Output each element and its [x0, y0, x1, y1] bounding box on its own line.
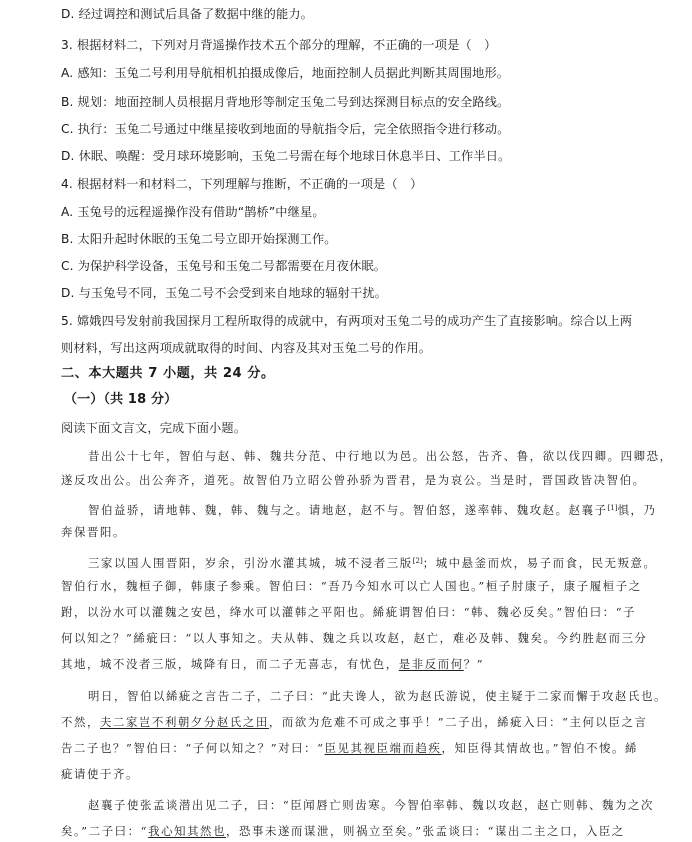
passage-p4-line-2: 不然，夫二家岂不利朝夕分赵氏之田，而欲为危难不可成之事乎！”二子出，絺疵入曰：“主何以臣之言: [61, 715, 648, 729]
footnote-marker-1: [1]: [607, 504, 618, 512]
passage-p2-line-1: 智伯益骄，请地韩、魏，韩、魏与之。请地赵，赵不与。智伯怒，遂率韩、魏攻赵。赵襄子[1]惧，乃: [88, 503, 657, 517]
subsection-title: （一）（共 18 分）: [64, 392, 178, 407]
question-5-line-2: 则材料，写出这两项成就取得的时间、内容及其对玉兔二号的作用。: [61, 341, 432, 355]
passage-p3-line-5: 其地，城不没者三版，城降有日，而二子无喜志，有忧色，是非反而何？”: [61, 657, 485, 671]
q3-option-d: D. 休眠、唤醒：受月球环境影响，玉兔二号需在每个地球日休息半日、工作半日。: [61, 149, 511, 163]
q3-option-a: A. 感知：玉兔二号利用导航相机拍摄成像后，地面控制人员据此判断其周围地形。: [61, 66, 510, 80]
underlined-sentence-3: 臣见其视臣端而趋疾: [324, 741, 442, 755]
q4-option-b: B. 太阳升起时休眠的玉兔二号立即开始探测工作。: [61, 232, 337, 246]
question-4: 4. 根据材料一和材料二，下列理解与推断，不正确的一项是（ ）: [61, 177, 423, 191]
passage-p3-line-3: 跗，以汾水可以灌魏之安邑，绛水可以灌韩之平阳也。絺疵谓智伯曰：“韩、魏必反矣。”智伯曰：“子: [61, 605, 637, 619]
passage-p1-line-1: 昔出公十七年，智伯与赵、韩、魏共分范、中行地以为邑。出公怒，告齐、鲁，欲以伐四卿。四卿恐，: [88, 449, 673, 463]
q4-option-d: D. 与玉兔号不同，玉兔二号不会受到来自地球的辐射干扰。: [61, 286, 388, 300]
passage-p4-line-3: 告二子也？”智伯曰：“子何以知之？”对曰：“臣见其视臣端而趋疾，知臣得其情故也。”智伯不悛。絺: [61, 741, 639, 755]
q3-option-c: C. 执行：玉兔二号通过中继星接收到地面的导航指令后，完全依照指令进行移动。: [61, 122, 510, 136]
underlined-sentence-1: 是非反而何: [398, 657, 464, 671]
q3-option-b: B. 规划：地面控制人员根据月背地形等制定玉兔二号到达探测目标点的安全路线。: [61, 95, 510, 109]
passage-p3-line-2: 智伯行水，魏桓子御，韩康子参乘。智伯曰：“吾乃今知水可以亡人国也。”桓子肘康子，康子履桓子之: [61, 579, 642, 593]
passage-p4-line-4: 疵请使于齐。: [61, 767, 139, 781]
underlined-sentence-4: 我心知其然也: [148, 824, 227, 838]
q4-option-c: C. 为保护科学设备，玉兔号和玉兔二号都需要在月夜休眠。: [61, 259, 387, 273]
question-5-line-1: 5. 嫦娥四号发射前我国探月工程所取得的成就中，有两项对玉兔二号的成功产生了直接影响。综合以上两: [61, 314, 633, 328]
underlined-sentence-2: 夫二家岂不利朝夕分赵氏之田: [99, 715, 269, 729]
passage-p1-line-2: 遂反攻出公。出公奔齐，道死。故智伯乃立昭公曾孙骄为晋君，是为哀公。当是时，晋国政皆决智伯。: [61, 473, 646, 487]
section-heading: 二、本大题共 7 小题，共 24 分。: [61, 366, 275, 381]
question-3: 3. 根据材料二，下列对月背遥操作技术五个部分的理解，不正确的一项是（ ）: [61, 38, 497, 52]
passage-p2-line-2: 奔保晋阳。: [61, 525, 126, 539]
passage-p4-line-1: 明日，智伯以絺疵之言告二子，二子曰：“此夫谗人，欲为赵氏游说，使主疑于二家而懈于攻赵氏也。: [88, 689, 668, 703]
passage-p5-line-1: 赵襄子使张孟谈潜出见二子，曰：“臣闻唇亡则齿寒。今智伯率韩、魏以攻赵，赵亡则韩、魏为之次: [88, 798, 655, 812]
footnote-marker-2: [2]: [412, 557, 423, 565]
passage-p3-line-4: 何以知之？”絺疵曰：“以人事知之。夫从韩、魏之兵以攻赵，赵亡，难必及韩、魏矣。今约胜赵而三分: [61, 631, 648, 645]
q2-option-d: D. 经过调控和测试后具备了数据中继的能力。: [61, 7, 313, 21]
reading-instruction: 阅读下面文言文，完成下面小题。: [61, 421, 247, 435]
passage-p3-line-1: 三家以国人围晋阳，岁余，引汾水灌其城，城不浸者三版[2]；城中悬釜而炊，易子而食，民无叛意。: [88, 556, 657, 570]
passage-p5-line-2: 矣。”二子曰：“我心知其然也，恐事未遂而谋泄，则祸立至矣。”张孟谈曰：“谋出二主之口，入臣之: [61, 824, 625, 838]
q4-option-a: A. 玉兔号的远程遥操作没有借助“鹊桥”中继星。: [61, 205, 325, 219]
